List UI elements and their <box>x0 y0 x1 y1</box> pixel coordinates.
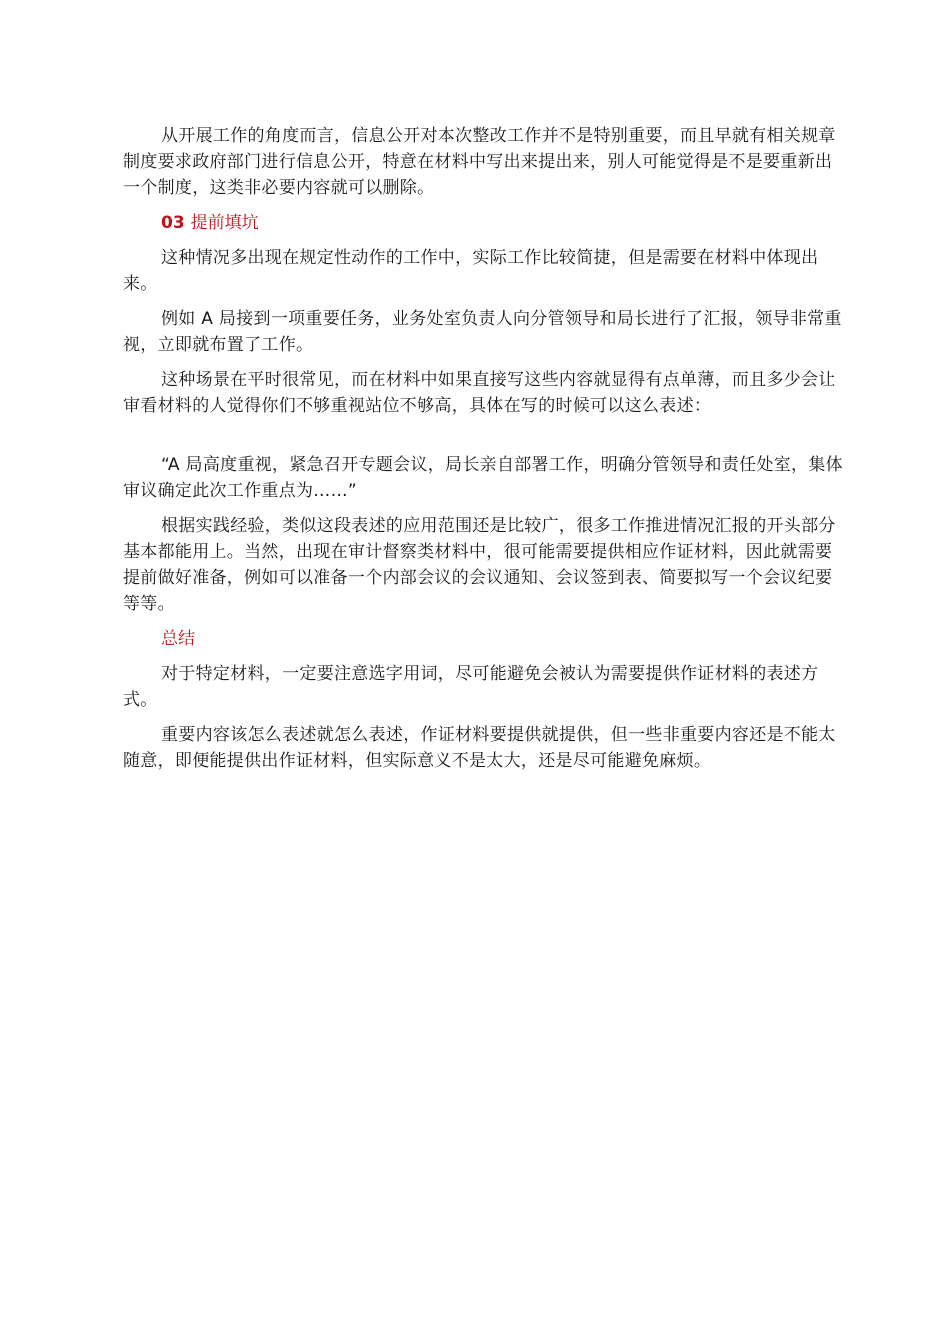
section-title: 总结 <box>161 629 195 649</box>
paragraph: 对于特定材料，一定要注意选字用词，尽可能避免会被认为需要提供作证材料的表述方式。 <box>123 664 819 710</box>
document-body <box>123 123 843 774</box>
paragraph: 这种情况多出现在规定性动作的工作中，实际工作比较简捷，但是需要在材料中体现出来。 <box>123 248 819 294</box>
section-heading <box>123 210 843 236</box>
paragraph: 例如 A 局接到一项重要任务，业务处室负责人向分管领导和局长进行了汇报，领导非常重视，立即就布置了工作。 <box>123 309 842 355</box>
paragraph: 根据实践经验，类似这段表述的应用范围还是比较广，很多工作推进情况汇报的开头部分基本都能用上。当然，出现在审计督察类材料中，很可能需要提供相应作证材料，因此就需要提前做好准备，例如可以准备一个内部会议的会议通知、会议签到表、简要拟写一个会议纪要等等。 <box>123 516 836 614</box>
paragraph: 重要内容该怎么表述就怎么表述，作证材料要提供就提供，但一些非重要内容还是不能太随意，即便能提供出作证材料，但实际意义不是太大，还是尽可能避免麻烦。 <box>123 725 836 771</box>
section-heading <box>123 626 843 652</box>
paragraph: 从开展工作的角度而言，信息公开对本次整改工作并不是特别重要，而且早就有相关规章制度要求政府部门进行信息公开，特意在材料中写出来提出来，别人可能觉得是不是要重新出一个制度，这类非必要内容就可以删除。 <box>123 126 836 198</box>
paragraph: 这种场景在平时很常见，而在材料中如果直接写这些内容就显得有点单薄，而且多少会让审看材料的人觉得你们不够重视站位不够高，具体在写的时候可以这么表述： <box>123 370 836 416</box>
section-title: 提前填坑 <box>190 213 259 233</box>
section-number: 03 <box>161 213 185 233</box>
quote-paragraph: “A 局高度重视，紧急召开专题会议，局长亲自部署工作，明确分管领导和责任处室，集体审议确定此次工作重点为……” <box>123 455 843 501</box>
